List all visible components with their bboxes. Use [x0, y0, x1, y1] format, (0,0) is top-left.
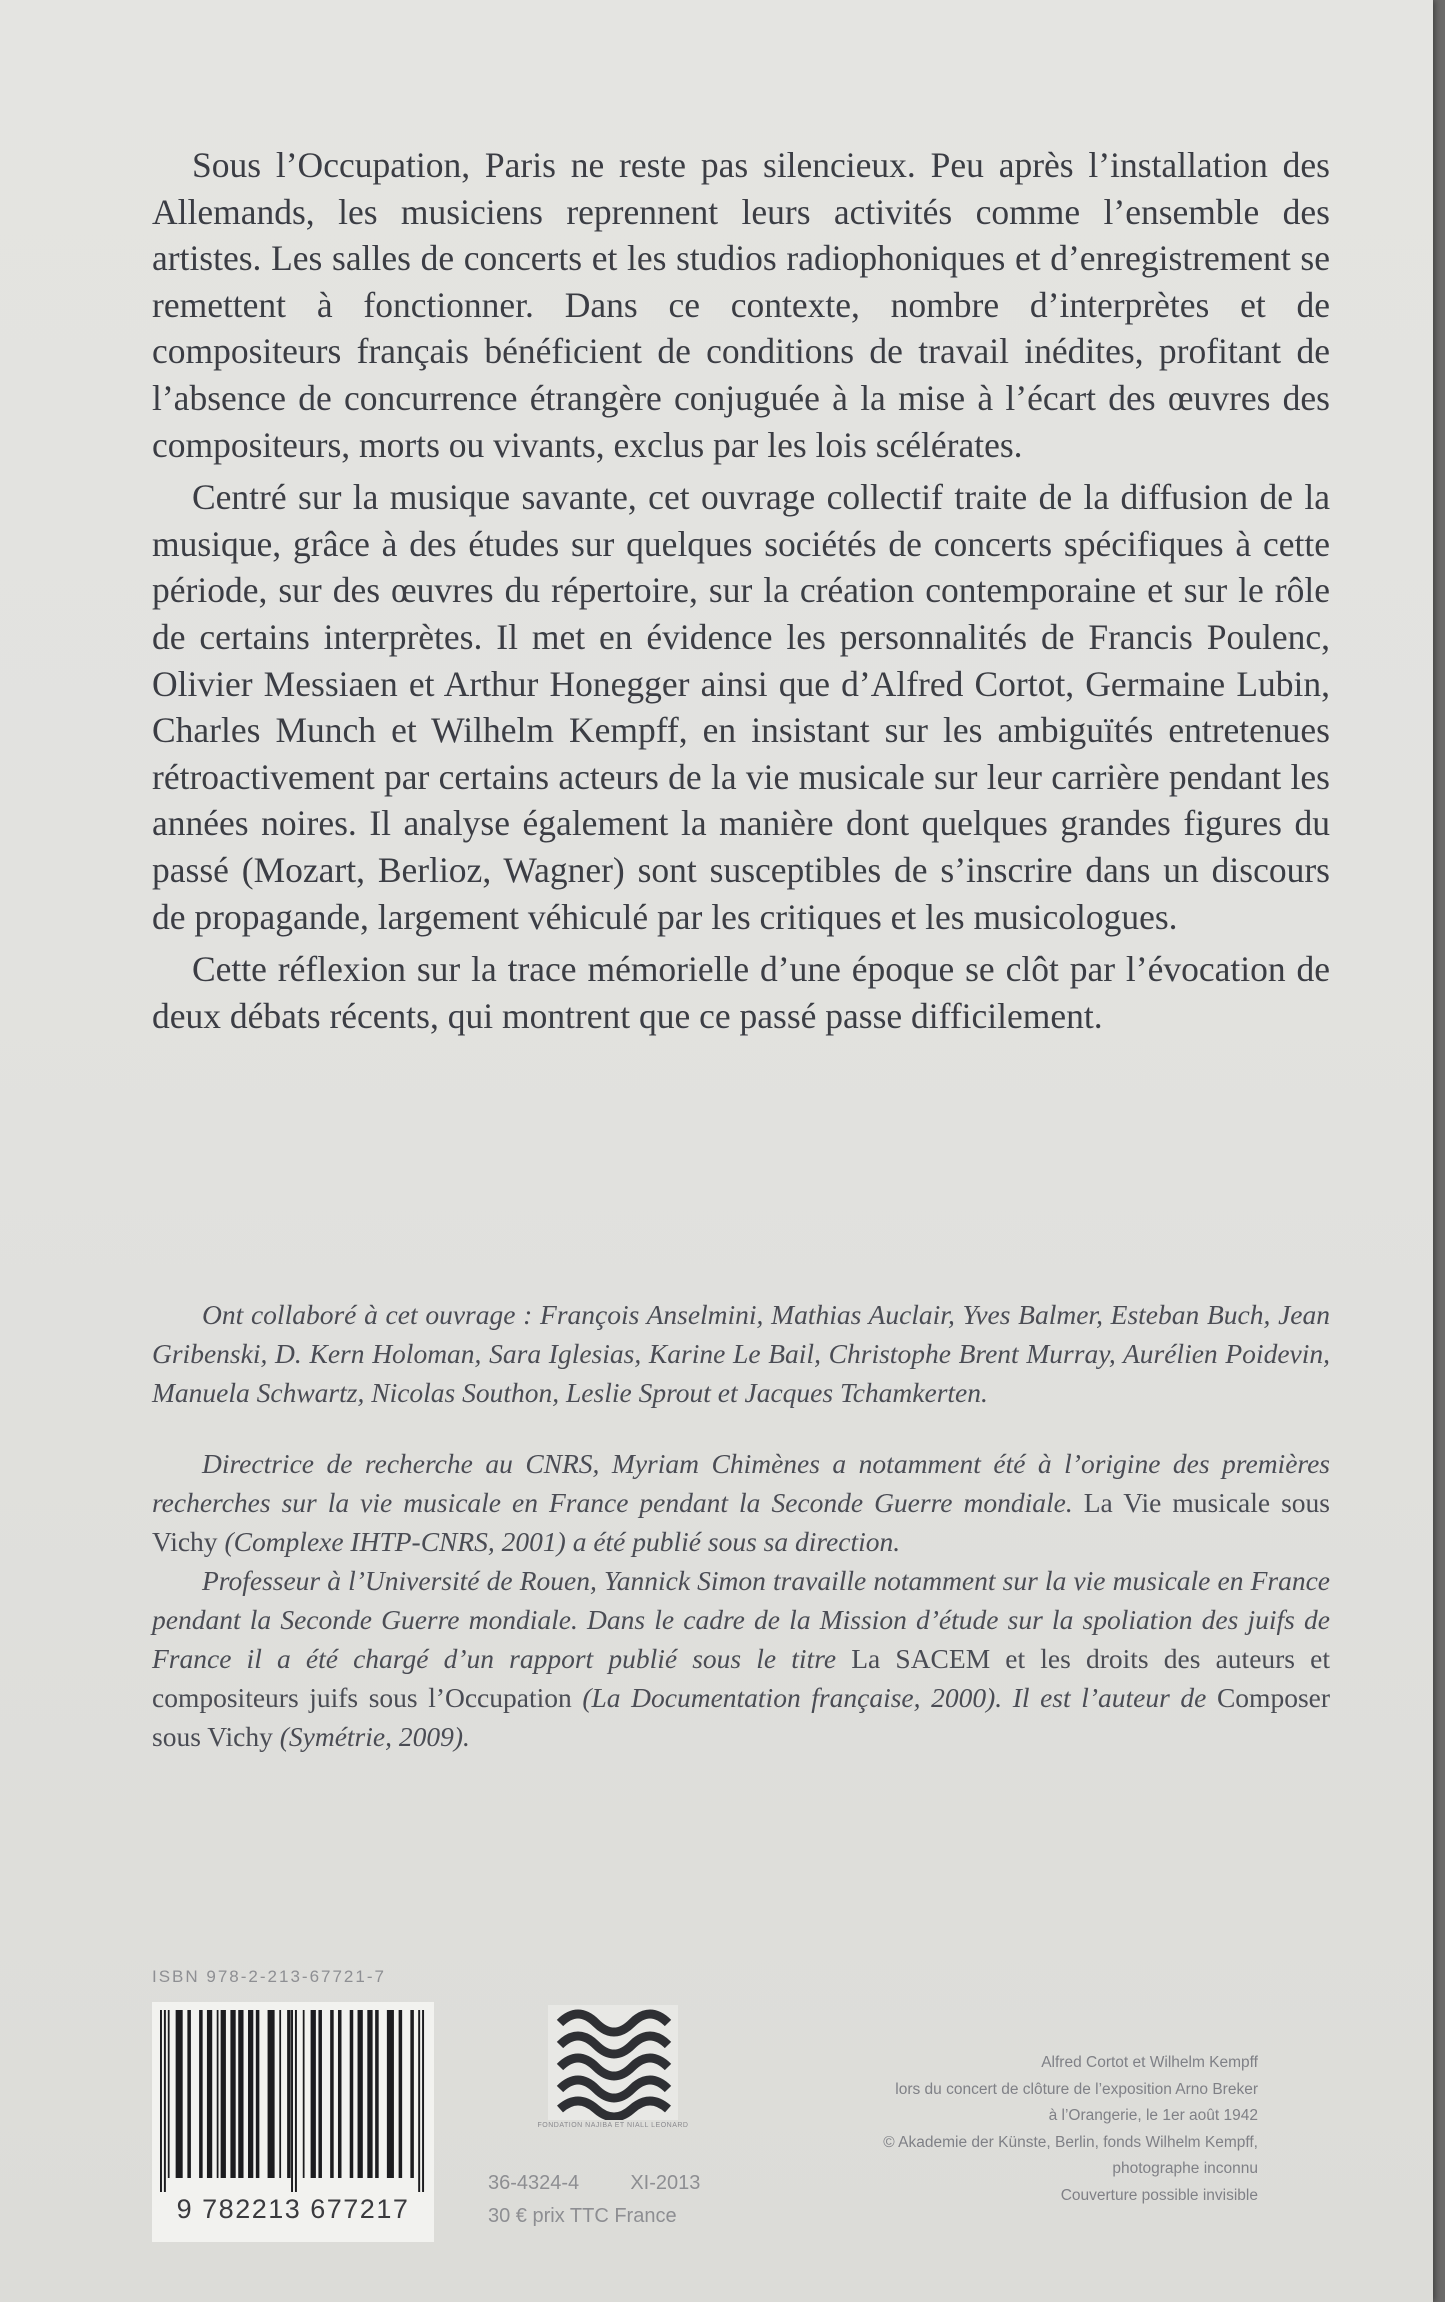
price: 30 € prix TTC France: [488, 2205, 677, 2227]
edition-date: XI-2013: [630, 2172, 701, 2194]
photo-credit-line: Alfred Cortot et Wilhelm Kempff: [1041, 2054, 1258, 2071]
barcode-bar: [238, 2010, 243, 2178]
photo-credit-line: lors du concert de clôture de l’exposition Arno Breker: [895, 2080, 1258, 2098]
barcode-bars: [160, 2010, 426, 2192]
bio-simon-report-pub: (La Documentation française, 2000). Il est l’auteur de: [582, 1682, 1207, 1713]
barcode: [152, 2002, 434, 2242]
barcode-bar: [207, 2010, 212, 2178]
barcode-guard-bar: [418, 2010, 420, 2192]
bio-chimenes-rest: (Complexe IHTP-CNRS, 2001) a été publié sous sa direction.: [224, 1526, 901, 1557]
photo-credit-line: Couverture possible invisible: [1060, 2186, 1258, 2204]
barcode-bar: [279, 2010, 281, 2178]
blurb-paragraph-1: Sous l’Occupation, Paris ne reste pas silencieux. Peu après l’installation des Allemands, les musiciens reprennent leurs activités comme l’ensemble des artistes. Les salles de concerts et les studios radiophoniques et d’enregistrement se remettent à fonctionner. Dans ce contexte, nombre d’interprètes et de compositeurs français bénéficient de conditions de travail inédites, profitant de l’absence de concurrence étrangère conjuguée à la mise à l’écart des œuvres des compositeurs, morts ou vivants, exclus par les lois scélérates.: [152, 145, 1330, 465]
bio-simon-report-title: La SACEM et les droits des auteurs et compositeurs juifs sous l’Occupation: [152, 1643, 1331, 1713]
barcode-bar: [358, 2010, 363, 2178]
barcode-bar: [230, 2010, 235, 2178]
photo-credit: [698, 2050, 1258, 2209]
isbn-label: ISBN 978-2-213-67721-7: [152, 1967, 386, 1986]
barcode-bar: [268, 2010, 275, 2178]
photo-credit-line: © Akademie der Künste, Berlin, fonds Wilhelm Kempff,: [883, 2133, 1258, 2151]
bio-chimenes: [152, 1444, 1330, 1561]
barcode-bar: [187, 2010, 191, 2178]
barcode-guard-bar: [160, 2010, 162, 2192]
barcode-bar: [367, 2010, 372, 2178]
barcode-bar: [311, 2010, 316, 2178]
barcode-bar: [168, 2010, 170, 2178]
barcode-guard-bar: [422, 2010, 424, 2192]
barcode-bar: [399, 2010, 403, 2178]
barcode-bar: [221, 2010, 226, 2178]
barcode-bar: [318, 2010, 322, 2178]
bio-simon-book-pub: (Symétrie, 2009).: [279, 1721, 470, 1752]
bio-chimenes-book-title: La Vie musicale sous Vichy: [152, 1487, 1330, 1557]
photo-credit-line: à l’Orangerie, le 1er août 1942: [1048, 2107, 1258, 2124]
barcode-digits: 9 782213 677217: [176, 2194, 410, 2224]
bio-simon-intro: Professeur à l’Université de Rouen, Yannick Simon travaille notamment sur la vie musicale en France pendant la Seconde Guerre mondiale. Dans le cadre de la Mission d’étude sur la spoliation des juifs de France il a été chargé d’un rapport publié sous le titre: [152, 1565, 1330, 1674]
barcode-bar: [287, 2010, 291, 2178]
barcode-bar: [410, 2010, 414, 2178]
barcode-bar: [176, 2010, 183, 2178]
blurb-paragraph-3: Cette réflexion sur la trace mémorielle d’une époque se clôt par l’évocation de deux débats récents, qui montrent que ce passé passe difficilement.: [152, 949, 1330, 1036]
book-codes: [488, 2172, 700, 2195]
bio-simon: [152, 1561, 1330, 1756]
publisher-logo-icon: [548, 2005, 678, 2120]
barcode-bar: [248, 2010, 253, 2178]
barcode-guard-bar: [295, 2010, 297, 2192]
barcode-bar: [330, 2010, 334, 2178]
credits-section: [152, 1295, 1330, 1788]
barcode-bar: [375, 2010, 379, 2178]
product-code: 36-4324-4: [488, 2172, 580, 2194]
blurb-text: [152, 142, 1330, 1045]
blurb-paragraph-2: Centré sur la musique savante, cet ouvrage collectif traite de la diffusion de la musique, grâce à des études sur quelques sociétés de concerts spécifiques à cette période, sur des œuvres du répertoire, sur la création contemporaine et sur le rôle de certains interprètes. Il met en évidence les personnalités de Francis Poulenc, Olivier Messiaen et Arthur Honegger ainsi que d’Alfred Cortot, Germaine Lubin, Charles Munch et Wilhelm Kempff, en insistant sur les ambiguïtés entretenues rétroactivement par certains acteurs de la vie musicale sur leur carrière pendant les années noires. Il analyse également la manière dont quelques grandes figures du passé (Mozart, Berlioz, Wagner) sont susceptibles de s’inscrire dans un discours de propagande, largement véhiculé par les critiques et les musicologues.: [152, 477, 1330, 937]
photo-credit-line: photographe inconnu: [1112, 2160, 1258, 2177]
barcode-bar: [338, 2010, 342, 2178]
contributors-paragraph: Ont collaboré à cet ouvrage : François Anselmini, Mathias Auclair, Yves Balmer, Esteban Buch, Jean Gribenski, D. Kern Holoman, Sara Iglesias, Karine Le Bail, Christophe Brent Murray, Aurélien Poidevin, Manuela Schwartz, Nicolas Southon, Leslie Sprout et Jacques Tchamkerten.: [152, 1299, 1330, 1408]
barcode-guard-bar: [164, 2010, 166, 2192]
barcode-guard-bar: [291, 2010, 293, 2192]
barcode-bar: [303, 2010, 305, 2178]
bio-chimenes-intro: Directrice de recherche au CNRS, Myriam Chimènes a notamment été à l’origine des premières recherches sur la vie musicale en France pendant la Seconde Guerre mondiale.: [152, 1448, 1330, 1518]
barcode-bar: [350, 2010, 354, 2178]
barcode-bar: [256, 2010, 260, 2178]
barcode-bar: [199, 2010, 203, 2178]
publisher-logo-caption: FONDATION NAJIBA ET NIALL LEONARD: [537, 2122, 689, 2129]
bio-simon-book-title: Composer sous Vichy: [152, 1682, 1331, 1752]
barcode-bar: [387, 2010, 394, 2178]
barcode-bar: [217, 2010, 219, 2178]
